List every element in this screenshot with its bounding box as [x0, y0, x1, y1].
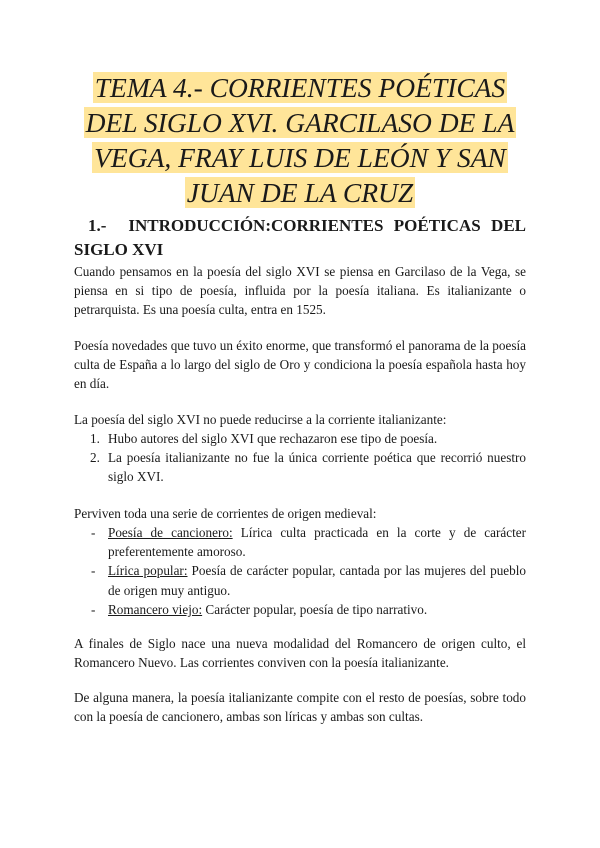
list-item-term: Poesía de cancionero: — [108, 525, 233, 540]
list-item-text: Carácter popular, poesía de tipo narrativo. — [202, 601, 428, 617]
list-marker: 1. — [90, 431, 100, 446]
list-item — [74, 448, 526, 486]
list-item-text: Hubo autores del siglo XVI que rechazaron ese tipo de poesía. — [108, 431, 438, 446]
list-item — [74, 600, 526, 619]
list-marker: - — [91, 525, 96, 540]
list-marker: - — [91, 563, 96, 579]
list-item-text: Lírica culta practicada en la corte y de carácter preferentemente amoroso. — [108, 525, 527, 560]
title-line-3: VEGA, FRAY LUIS DE LEÓN Y SAN — [94, 142, 506, 173]
paragraph-6: De alguna manera, la poesía italianizante compite con el resto de poesías, sobre todo con la poesía de cancionero, ambas son líricas y ambas son cultas. — [74, 690, 526, 725]
list-item-text: Poesía de carácter popular, cantada por las mujeres del pueblo de origen muy antiguo. — [108, 563, 526, 598]
list-item-term: Romancero viejo: — [108, 601, 203, 617]
document-title — [60, 70, 540, 210]
numbered-list — [74, 429, 526, 487]
section-number: 1.- — [88, 216, 107, 235]
paragraph-2: Poesía novedades que tuvo un éxito enorme, que transformó el panorama de la poesía culta de España a lo largo del siglo de Oro y condiciona la poesía española hasta hoy en día. — [74, 338, 526, 392]
list-item-text: La poesía italianizante no fue la única corriente poética que recorrió nuestro siglo XVI. — [108, 450, 526, 485]
list-item — [74, 561, 526, 599]
list-item — [74, 429, 526, 448]
paragraph-5: A finales de Siglo nace una nueva modalidad del Romancero de origen culto, el Romancero Nuevo. Las corrientes conviven con la poesía italianizante. — [74, 636, 526, 671]
title-line-2: DEL SIGLO XVI. GARCILASO DE LA — [85, 107, 515, 138]
title-line-1: TEMA 4.- CORRIENTES POÉTICAS — [94, 72, 506, 103]
list-marker: 2. — [90, 450, 100, 466]
list-item — [74, 523, 526, 561]
dash-list — [74, 523, 526, 619]
section-heading-text: INTRODUCCIÓN:CORRIENTES POÉTICAS DEL SIGLO XVI — [74, 216, 527, 259]
section-heading — [74, 214, 526, 262]
paragraph-3: La poesía del siglo XVI no puede reducirse a la corriente italianizante: — [74, 412, 447, 427]
paragraph-4: Perviven toda una serie de corrientes de origen medieval: — [74, 506, 377, 521]
paragraph-1: Cuando pensamos en la poesía del siglo XVI se piensa en Garcilaso de la Vega, se piensa en si tipo de poesía, influida por la poesía italiana. Es italianizante o petrarquista. Es una poesía culta, entra en 1525. — [74, 264, 526, 318]
title-line-4: JUAN DE LA CRUZ — [186, 177, 414, 208]
list-marker: - — [91, 601, 96, 617]
list-item-term: Lírica popular: — [108, 563, 188, 579]
